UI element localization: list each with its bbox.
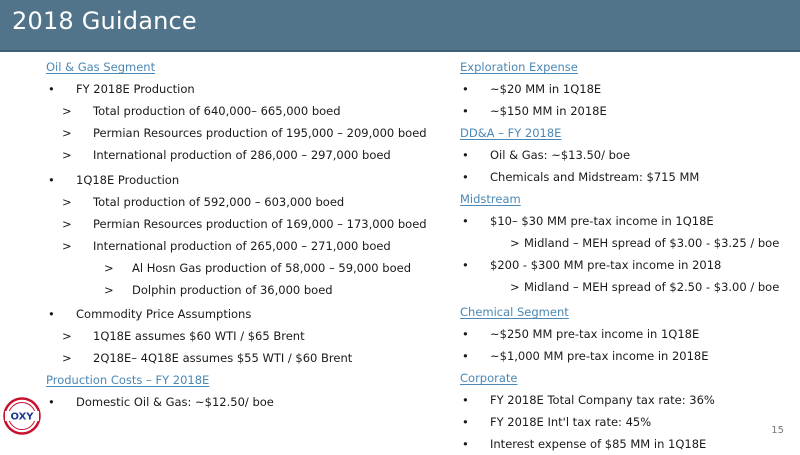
bullet-marker: • [48, 307, 55, 321]
bullet-marker: • [462, 327, 469, 341]
list-item-text: Domestic Oil & Gas: ~$12.50/ boe [76, 395, 274, 409]
fy-production-bullet [46, 78, 446, 100]
page-number: 15 [771, 425, 784, 436]
arrow-marker: > [62, 217, 72, 231]
arrow-marker: > [62, 329, 72, 343]
bullet-marker: • [462, 170, 469, 184]
list-item [46, 257, 446, 279]
bullet-marker: • [462, 437, 469, 451]
list-item-text: FY 2018E Int'l tax rate: 45% [490, 415, 652, 429]
list-item [46, 213, 446, 235]
list-item [460, 411, 795, 433]
list-item-text: Permian Resources production of 195,000 – 209,000 boed [93, 126, 427, 140]
list-item [460, 433, 795, 455]
list-item [460, 254, 795, 276]
list-item-text: Permian Resources production of 169,000 – 173,000 boed [93, 217, 427, 231]
arrow-marker: > [510, 236, 520, 250]
oil-gas-heading: Oil & Gas Segment [46, 60, 156, 74]
list-item [46, 347, 446, 369]
fy-production-label: FY 2018E Production [76, 82, 195, 96]
list-item-text: Dolphin production of 36,000 boed [132, 283, 333, 297]
q1-production-label: 1Q18E Production [76, 173, 180, 187]
arrow-marker: > [62, 239, 72, 253]
arrow-marker: > [62, 126, 72, 140]
production-costs-heading: Production Costs – FY 2018E [46, 373, 210, 387]
list-item-text: International production of 286,000 – 297,000 boed [93, 148, 391, 162]
bullet-marker: • [462, 82, 469, 96]
list-item [460, 345, 795, 367]
list-item-text: Midland – MEH spread of $2.50 - $3.00 / boe [524, 280, 780, 294]
arrow-marker: > [62, 104, 72, 118]
list-item-text: ~$1,000 MM pre-tax income in 2018E [490, 349, 709, 363]
list-item-text: International production of 265,000 – 271,000 boed [93, 239, 391, 253]
logo-text: OXY [10, 411, 34, 423]
list-item-text: Oil & Gas: ~$13.50/ boe [490, 148, 631, 162]
list-item [46, 279, 446, 301]
list-item-text: ~$250 MM pre-tax income in 1Q18E [490, 327, 700, 341]
corporate-heading: Corporate [460, 371, 518, 385]
bullet-marker: • [462, 349, 469, 363]
right-column [460, 56, 795, 455]
q1-production-bullet [46, 169, 446, 191]
list-item-text: Midland – MEH spread of $3.00 - $3.25 / boe [524, 236, 780, 250]
list-item-text: $200 - $300 MM pre-tax income in 2018 [490, 258, 722, 272]
list-item [46, 144, 446, 166]
list-item [460, 389, 795, 411]
bullet-marker: • [462, 148, 469, 162]
list-item-text: Interest expense of $85 MM in 1Q18E [490, 437, 707, 451]
list-item-text: ~$150 MM in 2018E [490, 104, 607, 118]
list-item-text: 1Q18E assumes $60 WTI / $65 Brent [93, 329, 305, 343]
list-item [460, 323, 795, 345]
commodity-bullet [46, 303, 446, 325]
arrow-marker: > [62, 148, 72, 162]
list-item [46, 235, 446, 257]
list-item [46, 100, 446, 122]
list-item [460, 232, 795, 254]
list-item [46, 122, 446, 144]
bullet-marker: • [462, 104, 469, 118]
list-item-text: Total production of 640,000– 665,000 boed [93, 104, 341, 118]
list-item-text: ~$20 MM in 1Q18E [490, 82, 602, 96]
title-bar [0, 0, 800, 52]
page-title: 2018 Guidance [12, 7, 197, 35]
list-item-text: Chemicals and Midstream: $715 MM [490, 170, 700, 184]
arrow-marker: > [104, 283, 114, 297]
list-item [460, 100, 795, 122]
commodity-label: Commodity Price Assumptions [76, 307, 252, 321]
exploration-heading: Exploration Expense [460, 60, 578, 74]
bullet-marker: • [462, 393, 469, 407]
list-item [46, 391, 446, 413]
left-column [46, 56, 446, 413]
list-item-text: Total production of 592,000 – 603,000 boed [93, 195, 345, 209]
arrow-marker: > [62, 351, 72, 365]
list-item [460, 166, 795, 188]
midstream-heading: Midstream [460, 192, 521, 206]
chemical-heading: Chemical Segment [460, 305, 569, 319]
list-item-text: 2Q18E– 4Q18E assumes $55 WTI / $60 Brent [93, 351, 353, 365]
list-item-text: $10– $30 MM pre-tax income in 1Q18E [490, 214, 714, 228]
list-item [46, 325, 446, 347]
list-item [460, 144, 795, 166]
arrow-marker: > [510, 280, 520, 294]
bullet-marker: • [462, 214, 469, 228]
oxy-logo [3, 397, 41, 435]
dda-heading: DD&A – FY 2018E [460, 126, 562, 140]
list-item [460, 210, 795, 232]
list-item [460, 276, 795, 298]
arrow-marker: > [104, 261, 114, 275]
list-item [460, 78, 795, 100]
arrow-marker: > [62, 195, 72, 209]
bullet-marker: • [462, 415, 469, 429]
bullet-marker: • [48, 82, 55, 96]
list-item [46, 191, 446, 213]
list-item-text: Al Hosn Gas production of 58,000 – 59,000 boed [132, 261, 411, 275]
list-item-text: FY 2018E Total Company tax rate: 36% [490, 393, 715, 407]
bullet-marker: • [48, 173, 55, 187]
bullet-marker: • [48, 395, 55, 409]
bullet-marker: • [462, 258, 469, 272]
